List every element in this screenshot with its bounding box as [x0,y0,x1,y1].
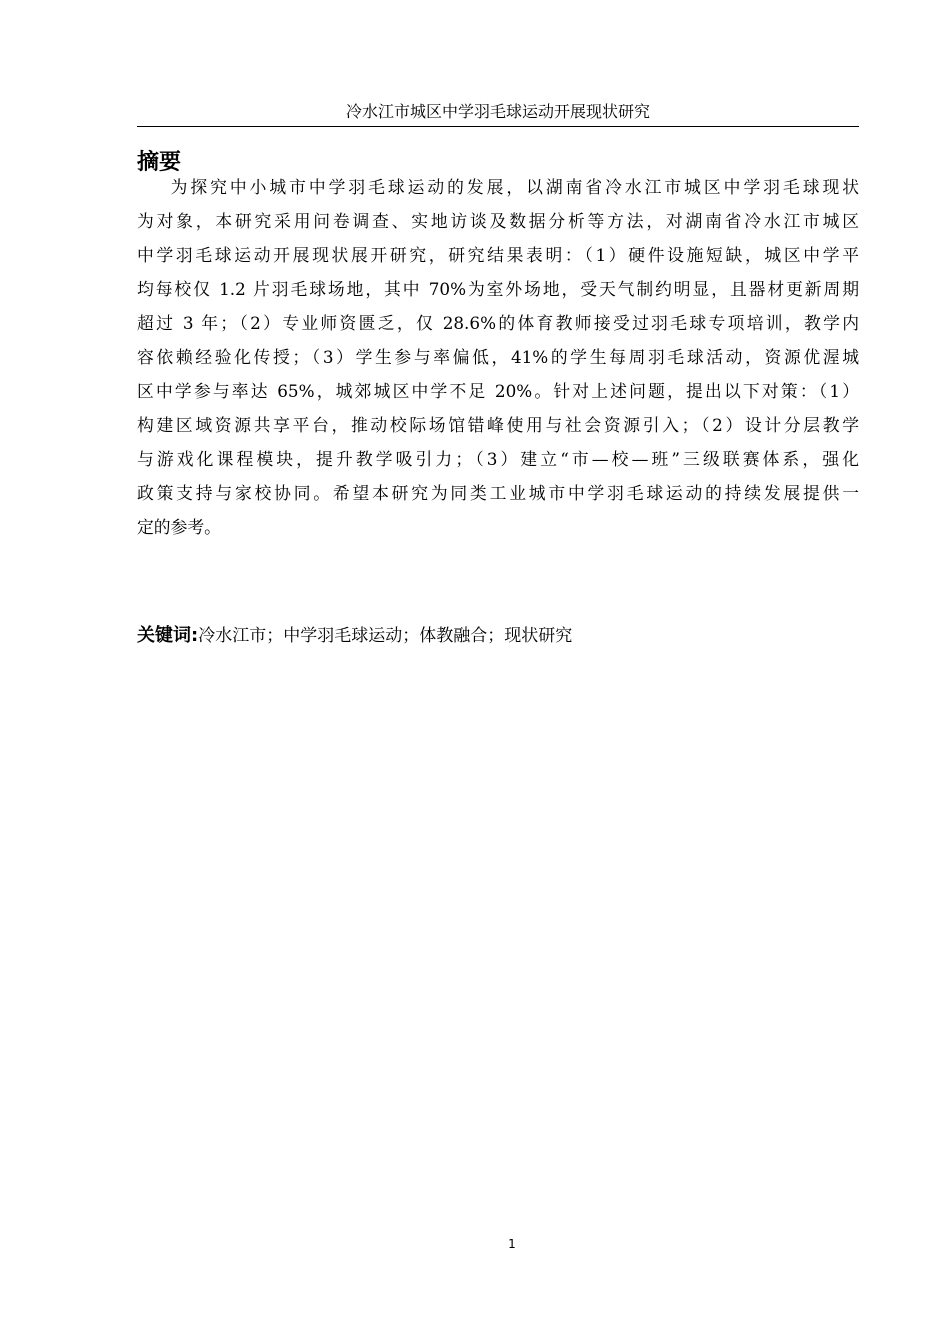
abstract-body [137,170,859,544]
abstract-line: 中学羽毛球运动开展现状展开研究，研究结果表明：（1）硬件设施短缺，城区中学平 [137,245,859,265]
abstract-line: 定的参考。 [137,517,221,537]
header-divider [137,126,859,127]
abstract-line: 超过 3 年；（2）专业师资匮乏，仅 28.6%的体育教师接受过羽毛球专项培训，教学内 [137,313,859,333]
running-header-title: 冷水江市城区中学羽毛球运动开展现状研究 [345,102,650,121]
page-number: 1 [508,1237,516,1251]
abstract-line: 政策支持与家校协同。希望本研究为同类工业城市中学羽毛球运动的持续发展提供一 [137,483,859,503]
abstract-line: 均每校仅 1.2 片羽毛球场地，其中 70%为室外场地，受天气制约明显，且器材更新周期 [137,279,859,299]
abstract-line: 容依赖经验化传授；（3）学生参与率偏低，41%的学生每周羽毛球活动，资源优渥城 [137,347,859,367]
keywords-value: 冷水江市；中学羽毛球运动；体教融合；现状研究 [198,626,573,646]
abstract-line: 为对象，本研究采用问卷调查、实地访谈及数据分析等方法，对湖南省冷水江市城区 [137,211,859,231]
abstract-line: 与游戏化课程模块，提升教学吸引力；（3）建立“市—校—班”三级联赛体系，强化 [137,449,859,469]
keywords [137,620,572,652]
abstract-line: 构建区域资源共享平台，推动校际场馆错峰使用与社会资源引入；（2）设计分层教学 [137,415,859,435]
abstract-line: 区中学参与率达 65%，城郊城区中学不足 20%。针对上述问题，提出以下对策：（1） [137,381,859,401]
abstract-line: 为探究中小城市中学羽毛球运动的发展，以湖南省冷水江市城区中学羽毛球现状 [170,177,859,197]
abstract-heading: 摘要 [137,150,182,175]
keywords-label: 关键词: [137,625,199,646]
